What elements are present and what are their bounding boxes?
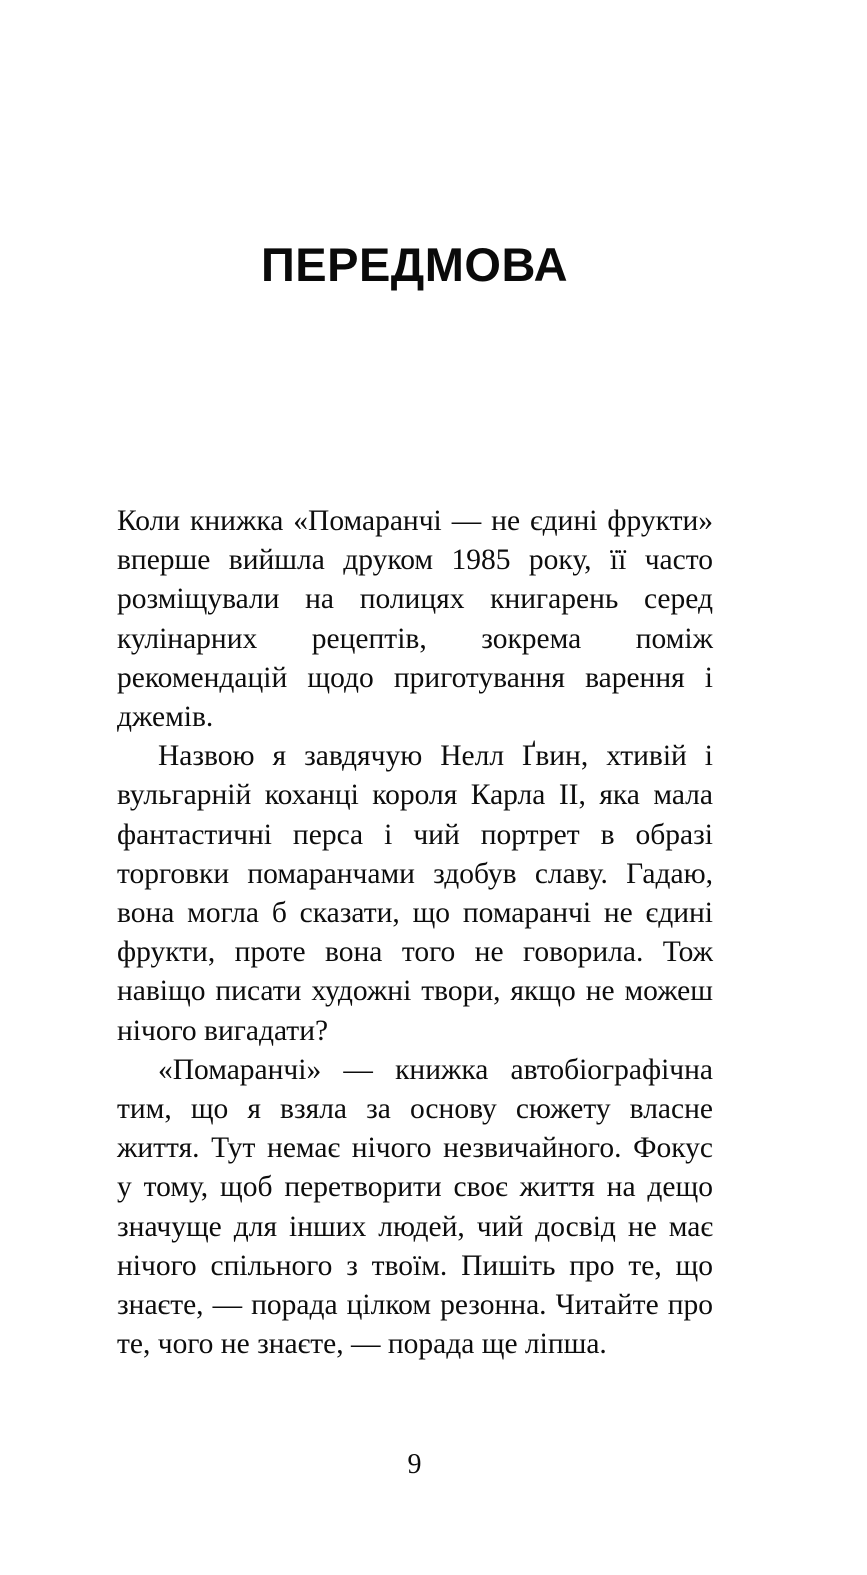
page-title: ПЕРЕДМОВА <box>260 238 569 292</box>
body-text-block <box>117 502 713 1364</box>
paragraph: Назвою я завдячую Нелл Ґвин, хтивій і вульгарній коханці короля Карла II, яка мала фантастичні перса і чий портрет в образі торговки помаранчами здобув славу. Гадаю, вона могла б сказати, що помаранчі не єдині фрукти, проте вона того не говорила. Тож навіщо писати художні твори, якщо не можеш нічого вигадати? <box>117 740 713 1047</box>
paragraph: Коли книжка «Помаранчі — не єдині фрукти» вперше вийшла друком 1985 року, її часто розміщували на полицях книгарень серед кулінарних рецептів, зокрема поміж рекомендацій щодо приготування варення і джемів. <box>117 505 713 734</box>
paragraph: «Помаранчі» — книжка автобіографічна тим, що я взяла за основу сюжету власне життя. Тут немає нічого незвичайного. Фокус у тому, щоб перетворити своє життя на дещо значуще для інших людей, чий досвід не має нічого спільного з твоїм. Пишіть про те, що знаєте, — порада цілком резонна. Читайте про те, чого не знаєте, — порада ще ліпша. <box>117 1053 713 1361</box>
page-number: 9 <box>407 1449 422 1480</box>
